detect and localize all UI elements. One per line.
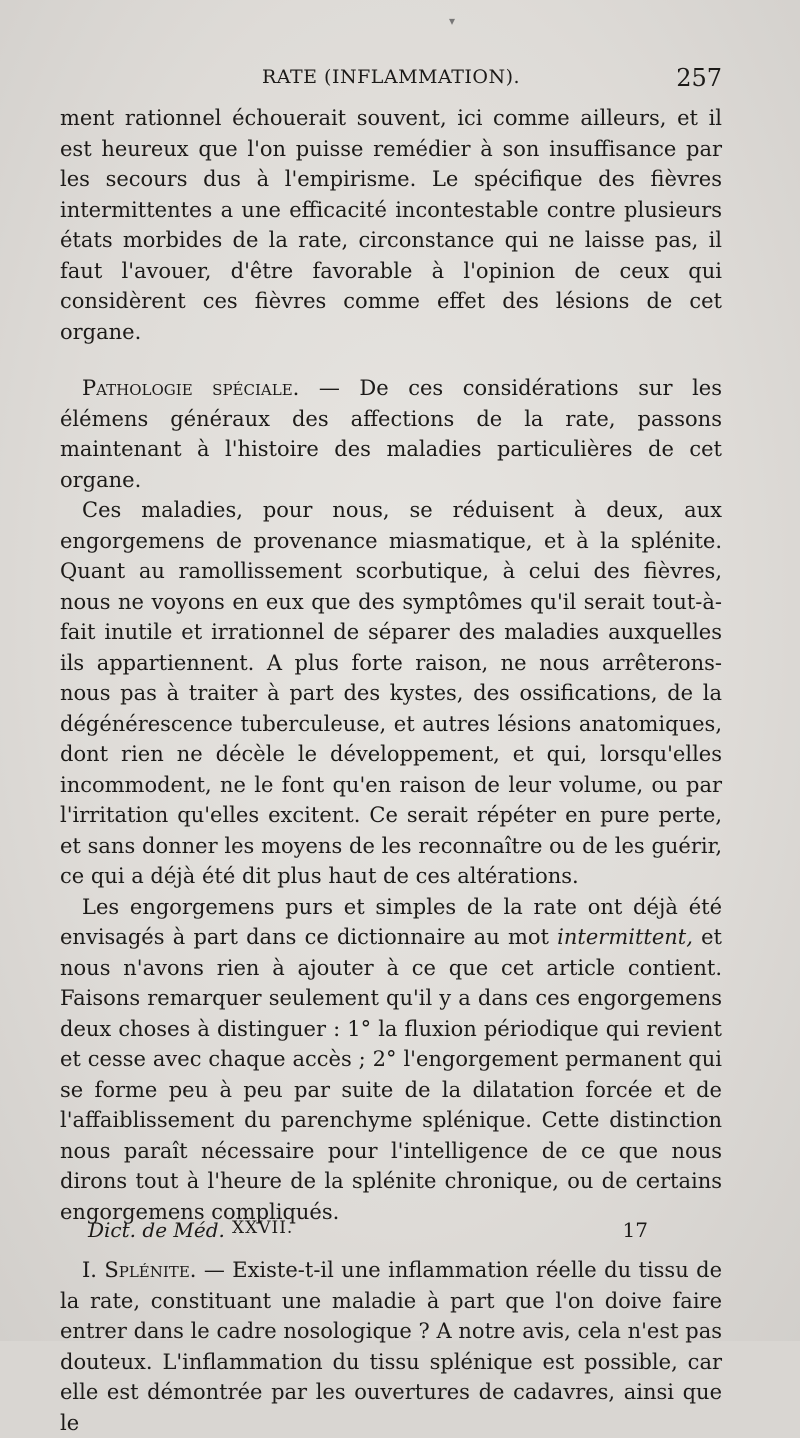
paragraph-pathologie (60, 373, 722, 495)
paragraph-continuation: ment rationnel échouerait souvent, ici comme ailleurs, et il est heureux que l'on puisse remédier à son insuffisance par les secours dus à l'empirisme. Le spécifique des fièvres intermittentes a une efficacité incontestable contre plusieurs états morbides de la rate, circonstance qui ne laisse pas, il faut l'avouer, d'être favorable à l'opinion de ceux qui considèrent ces fièvres comme effet des lésions de cet organe. (60, 106, 722, 344)
paragraph-maladies: Ces maladies, pour nous, se réduisent à deux, aux engorgemens de provenance miasmatique, et à la splénite. Quant au ramollissement scorbutique, à celui des fièvres, nous ne voyons en eux que des symptômes qu'il serait tout-à-fait inutile et irrationnel de séparer des maladies auxquelles ils appartiennent. A plus forte raison, ne nous arrêterons-nous pas à traiter à part des kystes, des ossifications, de la dégénérescence tuberculeuse, et autres lésions anatomiques, dont rien ne décèle le développement, et qui, lorsqu'elles incommodent, ne le font qu'en raison de leur volume, ou par l'irritation qu'elles excitent. Ce serait répéter en pure perte, et sans donner les moyens de les reconnaître ou de les guérir, ce qui a déjà été dit plus haut de ces altérations. (60, 498, 722, 888)
paragraph-engorgemens (60, 892, 722, 1228)
paragraph-text: et nous n'avons rien à ajouter à ce que cet article contient. Faisons remarquer seulement qu'il y a dans ces engorgemens deux choses à distinguer : 1° la fluxion périodique qui revient et cesse avec chaque accès ; 2° l'engorgement permanent qui se forme peu à peu par suite de la dilatation forcée et de l'affaiblissement du parenchyme splénique. Cette distinction nous paraît nécessaire pour l'intelligence de ce que nous dirons tout à l'heure de la splénite chronique, ou de certains engorgemens compliqués. (60, 925, 722, 1224)
page-number: 257 (676, 64, 722, 92)
section-heading-splenite: I. Splénite. (82, 1258, 197, 1282)
paragraph-text: — De ces considérations sur les élémens généraux des affections de la rate, passons maintenant à l'histoire des maladies particulières de cet organe. (60, 376, 722, 492)
footer-volume: XXVII. (232, 1218, 294, 1238)
sheet-number: 17 (622, 1218, 648, 1242)
page-header (60, 64, 722, 94)
paragraph-text: — Existe-t-il une inflammation réelle du tissu de la rate, constituant une maladie à part que l'on doive faire entrer dans le cadre nosologique ? A notre avis, cela n'est pas douteux. L'inflammation du tissu splénique est possible, car elle est démontrée par les ouvertures de cadavres, ainsi que le (60, 1258, 722, 1435)
ink-mark: ▾ (449, 14, 456, 28)
page-footer (88, 1218, 648, 1246)
paragraph-text: Les engorgemens purs et simples de la rate ont déjà été envisagés à part dans ce dictionnaire au mot (60, 894, 722, 949)
paragraph-splenite (60, 1255, 722, 1438)
footer-signature: Dict. de Méd. (88, 1218, 225, 1242)
running-title: RATE (INFLAMMATION). (261, 66, 521, 88)
cross-reference: intermittent, (557, 925, 693, 949)
section-heading-pathologie: Pathologie spéciale. (82, 376, 300, 400)
